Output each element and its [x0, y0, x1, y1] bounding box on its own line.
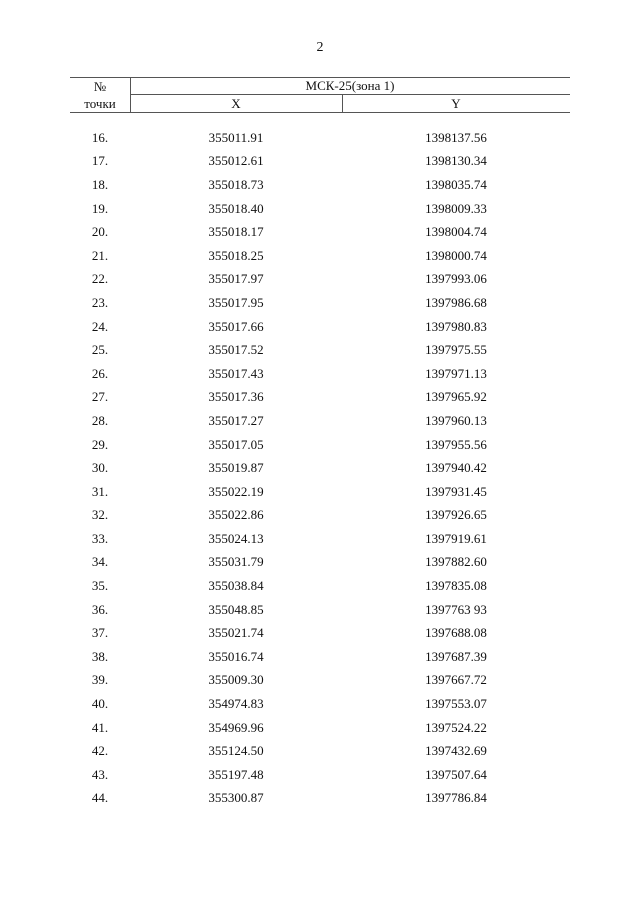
table-row — [70, 551, 570, 575]
point-number: 44. — [91, 790, 109, 806]
point-number: 26. — [91, 365, 109, 381]
x-coordinate: 355017.52 — [208, 342, 264, 358]
y-coordinate: 1397955.56 — [425, 436, 487, 452]
y-coordinate: 1398000.74 — [425, 247, 487, 263]
table-row — [70, 716, 570, 740]
y-coordinate: 1397432.69 — [425, 743, 487, 759]
x-coordinate: 354969.96 — [208, 719, 264, 735]
y-coordinate: 1397971.13 — [425, 365, 487, 381]
page-number: 2 — [316, 40, 324, 55]
y-coordinate: 1397975.55 — [425, 342, 487, 358]
table-row — [70, 739, 570, 763]
point-number: 43. — [91, 766, 109, 782]
x-coordinate: 355019.87 — [208, 460, 264, 476]
y-coordinate: 1397882.60 — [425, 554, 487, 570]
x-coordinate: 355017.43 — [208, 365, 264, 381]
point-number: 18. — [91, 176, 109, 192]
x-coordinate: 355012.61 — [208, 153, 264, 169]
point-number: 39. — [91, 672, 109, 688]
point-number: 33. — [91, 530, 109, 546]
point-number: 30. — [91, 460, 109, 476]
x-coordinate: 355018.25 — [208, 247, 264, 263]
x-coordinate: 355017.05 — [208, 436, 264, 452]
table-row — [70, 763, 570, 787]
x-coordinate: 355038.84 — [208, 578, 264, 594]
table-row — [70, 315, 570, 339]
table-row — [70, 433, 570, 457]
x-coordinate: 355031.79 — [208, 554, 264, 570]
y-coordinate: 1397786.84 — [425, 790, 487, 806]
table-row — [70, 645, 570, 669]
point-number: 25. — [91, 342, 109, 358]
table-row — [70, 197, 570, 221]
point-number: 17. — [91, 153, 109, 169]
table-header — [70, 77, 570, 112]
point-number: 31. — [91, 483, 109, 499]
x-coordinate: 355300.87 — [208, 790, 264, 806]
point-number: 21. — [91, 247, 109, 263]
point-number: 27. — [91, 389, 109, 405]
table-row — [70, 338, 570, 362]
header-num-symbol: № — [93, 79, 107, 94]
table-row — [70, 220, 570, 244]
y-coordinate: 1397940.42 — [425, 460, 487, 476]
y-coordinate: 1397926.65 — [425, 507, 487, 523]
y-coordinate: 1397688.08 — [425, 625, 487, 641]
x-coordinate: 355017.97 — [208, 271, 264, 287]
table-row — [70, 787, 570, 811]
x-coordinate: 355024.13 — [208, 530, 264, 546]
y-coordinate: 1397980.83 — [425, 318, 487, 334]
table-row — [70, 409, 570, 433]
y-coordinate: 1398004.74 — [425, 224, 487, 240]
table-row — [70, 574, 570, 598]
y-coordinate: 1397931.45 — [425, 483, 487, 499]
y-coordinate: 1398009.33 — [425, 200, 487, 216]
y-coordinate: 1398137.56 — [425, 129, 487, 145]
point-number: 16. — [91, 129, 109, 145]
header-mid-rule — [130, 94, 570, 95]
table-row — [70, 268, 570, 292]
table-row — [70, 150, 570, 174]
x-coordinate: 355017.36 — [208, 389, 264, 405]
y-coordinate: 1397524.22 — [425, 719, 487, 735]
x-coordinate: 355011.91 — [208, 129, 264, 145]
table-row — [70, 173, 570, 197]
x-coordinate: 355009.30 — [208, 672, 264, 688]
header-coordinate-system: МСК-25(зона 1) — [305, 78, 395, 93]
y-coordinate: 1397553.07 — [425, 696, 487, 712]
point-number: 28. — [91, 412, 109, 428]
y-coordinate: 1397919.61 — [425, 530, 487, 546]
y-coordinate: 1397763 93 — [425, 601, 487, 617]
table-row — [70, 291, 570, 315]
header-num-label: точки — [84, 96, 116, 111]
x-coordinate: 355017.95 — [208, 294, 264, 310]
y-coordinate: 1397993.06 — [425, 271, 487, 287]
point-number: 34. — [91, 554, 109, 570]
point-number: 19. — [91, 200, 109, 216]
x-coordinate: 355197.48 — [208, 766, 264, 782]
y-coordinate: 1398035.74 — [425, 176, 487, 192]
table-row — [70, 504, 570, 528]
x-coordinate: 355021.74 — [208, 625, 264, 641]
table-row — [70, 621, 570, 645]
point-number: 38. — [91, 648, 109, 664]
point-number: 42. — [91, 743, 109, 759]
y-coordinate: 1397507.64 — [425, 766, 487, 782]
y-coordinate: 1397965.92 — [425, 389, 487, 405]
point-number: 40. — [91, 696, 109, 712]
table-row — [70, 456, 570, 480]
table-row — [70, 598, 570, 622]
y-coordinate: 1397960.13 — [425, 412, 487, 428]
point-number: 41. — [91, 719, 109, 735]
y-coordinate: 1397687.39 — [425, 648, 487, 664]
x-coordinate: 355048.85 — [208, 601, 264, 617]
point-number: 20. — [91, 224, 109, 240]
y-coordinate: 1398130.34 — [425, 153, 487, 169]
point-number: 22. — [91, 271, 109, 287]
table-row — [70, 480, 570, 504]
table-body — [70, 126, 570, 810]
point-number: 23. — [91, 294, 109, 310]
point-number: 32. — [91, 507, 109, 523]
x-coordinate: 355017.66 — [208, 318, 264, 334]
point-number: 24. — [91, 318, 109, 334]
y-coordinate: 1397667.72 — [425, 672, 487, 688]
x-coordinate: 355018.17 — [208, 224, 264, 240]
table-row — [70, 362, 570, 386]
x-coordinate: 355016.74 — [208, 648, 264, 664]
table-row — [70, 669, 570, 693]
point-number: 36. — [91, 601, 109, 617]
table-row — [70, 527, 570, 551]
y-coordinate: 1397835.08 — [425, 578, 487, 594]
table-row — [70, 126, 570, 150]
header-col-x: X — [231, 96, 241, 111]
table-row — [70, 386, 570, 410]
x-coordinate: 355022.19 — [208, 483, 264, 499]
point-number: 35. — [91, 578, 109, 594]
point-number: 29. — [91, 436, 109, 452]
x-coordinate: 355017.27 — [208, 412, 264, 428]
x-coordinate: 354974.83 — [208, 696, 264, 712]
y-coordinate: 1397986.68 — [425, 294, 487, 310]
x-coordinate: 355022.86 — [208, 507, 264, 523]
x-coordinate: 355018.40 — [208, 200, 264, 216]
header-col-y: Y — [451, 96, 461, 111]
x-coordinate: 355124.50 — [208, 743, 264, 759]
point-number: 37. — [91, 625, 109, 641]
header-bottom-rule — [70, 112, 570, 113]
x-coordinate: 355018.73 — [208, 176, 264, 192]
table-row — [70, 244, 570, 268]
table-row — [70, 692, 570, 716]
